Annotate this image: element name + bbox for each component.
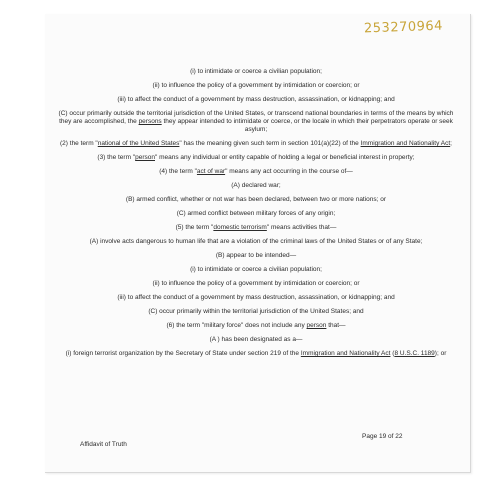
text-segment: they appear intended to intimidate or coerce, or the locale in which their perpetrators operate or seek asylum; [161, 118, 453, 133]
document-title-footer: Affidavit of Truth [80, 441, 127, 448]
underlined-term: persons [138, 118, 162, 125]
paragraph: (i) to intimidate or coerce a civilian population; [190, 266, 322, 273]
underlined-term: domestic terrorism [213, 224, 267, 231]
text-segment: " has the meaning given such term in section 101(a)(22) of the [179, 140, 361, 147]
text-segment: (4) the term " [159, 168, 197, 175]
paragraph: (C) armed conflict between military forces of any origin; [176, 210, 336, 217]
paragraph [55, 168, 457, 176]
underlined-term: Immigration and Nationality Act [300, 350, 391, 357]
paragraph: (i) to intimidate or coerce a civilian population; [190, 68, 322, 75]
underlined-term: person [135, 154, 155, 161]
paragraph: (iii) to affect the conduct of a government by mass destruction, assassination, or kidnapping; and [117, 294, 395, 301]
text-segment: (C) occur primarily outside the territorial jurisdiction of the United States, or transcend national boundaries in terms of the means by which they are accomplished, the [58, 110, 454, 125]
underlined-term: 8 U.S.C. 1189 [394, 350, 435, 357]
paragraph: (A) declared war; [231, 182, 281, 189]
underlined-term: act of war [196, 168, 226, 175]
text-segment: " means any individual or entity capable of holding a legal or beneficial interest in property; [155, 154, 415, 161]
paragraph: (B) appear to be intended— [215, 252, 297, 259]
text-segment: ); or [434, 350, 447, 357]
statute-text [55, 68, 457, 364]
text-segment: " means activities that— [266, 224, 337, 231]
underlined-term: national of the United States [97, 140, 180, 147]
paragraph [55, 350, 457, 358]
text-segment: (i) foreign terrorist organization by the Secretary of State under section 219 of the [65, 350, 301, 357]
text-segment: (5) the term " [175, 224, 214, 231]
paragraph [55, 154, 457, 162]
paragraph: (C) occur primarily within the territorial jurisdiction of the United States; and [148, 308, 364, 315]
text-segment: ; [450, 140, 452, 147]
underlined-term: Immigration and Nationality Act [360, 140, 451, 147]
paragraph [55, 140, 457, 148]
paragraph: (A) involve acts dangerous to human life that are a violation of the criminal laws of the United States or of any State; [89, 238, 423, 245]
text-segment: (6) the term "military force" does not include any [166, 322, 307, 329]
paragraph: (iii) to affect the conduct of a government by mass destruction, assassination, or kidnapping; and [117, 96, 395, 103]
paragraph [55, 224, 457, 232]
page-number: Page 19 of 22 [362, 433, 403, 440]
underlined-term: person [306, 322, 327, 329]
text-segment: " means any act occurring in the course of— [225, 168, 353, 175]
paragraph: (A ) has been designated as a— [209, 336, 303, 343]
text-segment: (2) the term " [60, 140, 98, 147]
paragraph: (B) armed conflict, whether or not war has been declared, between two or more nations; or [125, 196, 387, 203]
text-segment: that— [326, 322, 346, 329]
text-segment: (3) the term " [97, 154, 136, 161]
paragraph [55, 322, 457, 330]
paragraph [55, 110, 457, 134]
paragraph: (ii) to influence the policy of a government by intimidation or coercion; or [152, 280, 360, 287]
handwritten-document-number: 253270964 [363, 18, 444, 37]
paragraph: (ii) to influence the policy of a government by intimidation or coercion; or [152, 82, 360, 89]
text-segment: ( [390, 350, 395, 357]
